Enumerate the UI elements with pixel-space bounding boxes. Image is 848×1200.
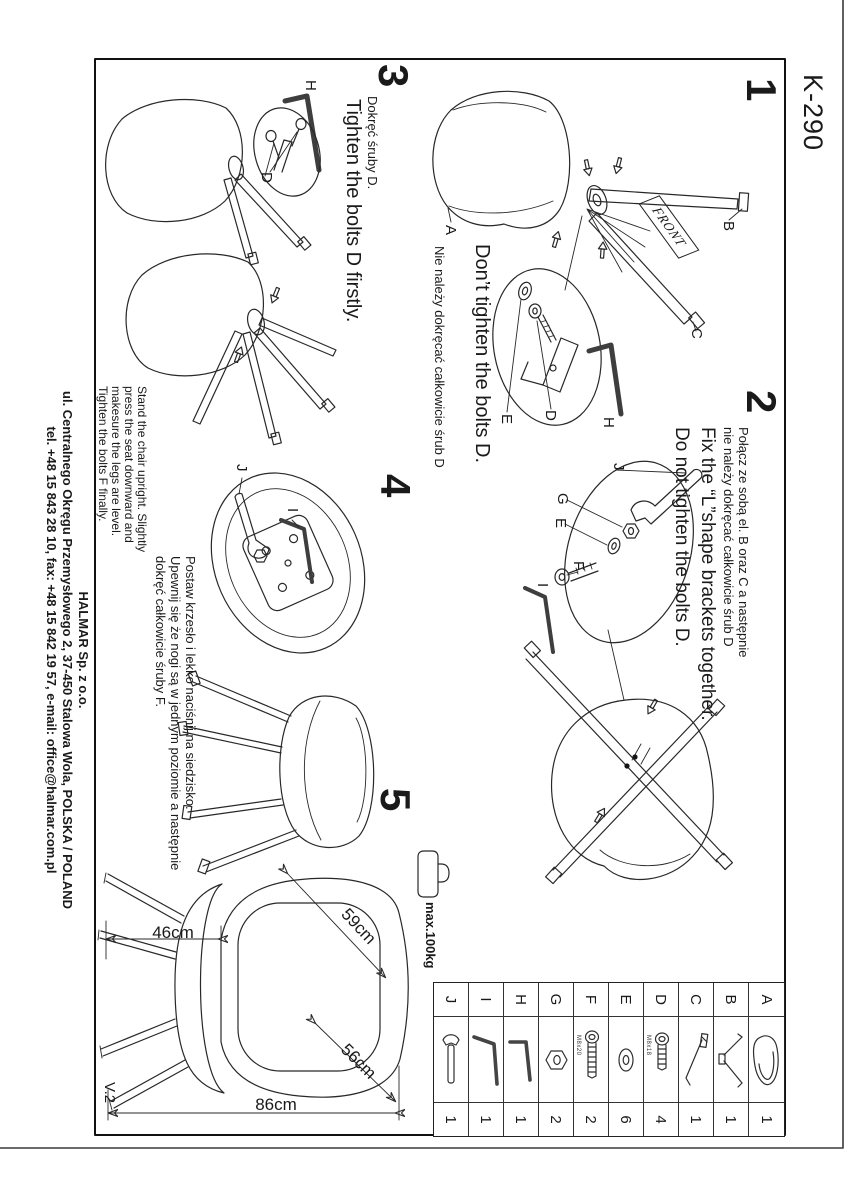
bolt-size-label: M8x18 [645,1035,651,1056]
step1-caption-en: Don’t tighten the bolts D. [471,244,493,464]
part-qty: 1 [434,1102,468,1136]
part-qty: 1 [749,1102,784,1136]
weight-icon [418,851,449,897]
step4-drawing [178,448,392,874]
part-qty: 1 [679,1102,713,1136]
table-row-c [679,983,714,1136]
label-h-step3: H [302,80,319,91]
label-i-step2: I [534,583,551,588]
step4-caption-pl2: Upewnij się że nogi są w jednym poziomie a następnie [168,556,183,871]
label-b: B [720,221,737,232]
label-d-step1: D [542,410,559,421]
step4-caption-en2: press the seat downward and [122,386,136,543]
step2-caption-pl2: nie należy dokręcać całkowicie śrub D [721,427,736,647]
table-row-g [539,983,574,1136]
step4-caption-pl [153,556,198,870]
step3-number: 3 [370,64,417,88]
part-id: J [434,983,468,1017]
label-e-step2: E [552,518,569,529]
bolt-icon [574,1017,608,1102]
label-e-step1: E [498,414,515,425]
part-qty: 1 [714,1102,748,1136]
step1-number: 1 [738,78,785,102]
table-row-i [469,983,504,1136]
table-row-d [644,983,679,1136]
table-row-a [749,983,784,1136]
part-id: I [469,983,503,1017]
step4-number: 4 [372,474,419,498]
step4-caption-en4: Tighten the bolts F finally. [96,386,110,522]
table-row-e [609,983,644,1136]
label-j-step2: J [610,463,627,471]
step5-number: 5 [372,788,419,812]
part-id: H [504,983,538,1017]
label-i-step4: I [284,508,301,513]
max-load-label: max.100kg [423,902,438,969]
bolt-size-label: M8x20 [575,1035,581,1056]
parts-table [433,982,785,1137]
washer-icon [609,1017,643,1102]
part-qty: 2 [574,1102,608,1136]
wrench-icon [434,1017,468,1102]
table-row-b [714,983,749,1136]
part-id: C [679,983,713,1017]
step3-caption-en: Tighten the bolts D firstly. [342,99,364,323]
part-id: G [539,983,573,1017]
footer-address: ul. Centralnego Okręgu Przemysłowego 2, 37-450 Stalowa Wola, POLSKA / POLAND [60,391,75,909]
step4-caption-en [96,386,148,552]
label-h-step1: H [600,417,617,428]
allen-key-icon [504,1017,538,1102]
step2-number: 2 [738,390,785,414]
part-qty: 1 [504,1102,538,1136]
part-id: B [714,983,748,1017]
step2-caption-en2: Do not tighten the bolts D. [671,427,692,647]
leg-bracket-icon [679,1017,713,1102]
part-id: E [609,983,643,1017]
part-qty: 1 [469,1102,503,1136]
step4-caption-en3: makesure the legs are level. [109,386,123,537]
label-f-step2: F [570,561,587,571]
step4-caption-pl3: dokręć całkowicie śruby F. [153,556,168,707]
part-id: F [574,983,608,1017]
part-id: D [644,983,678,1017]
dim-seat-width: 46cm [152,923,194,942]
step3-caption-pl: Dokręć śruby D. [365,96,380,190]
footer-contact: tel. +48 15 843 28 10, fax: +48 15 842 19 57, e-mail: office@halmar.com.pl [44,426,59,874]
seat-icon [749,1017,784,1102]
part-qty: 2 [539,1102,573,1136]
label-g-step2: G [554,493,571,505]
label-a: A [442,225,459,236]
label-d-step3: D [258,172,275,183]
page-title: K-290 [798,74,828,152]
part-qty: 6 [609,1102,643,1136]
front-label: FRONT [639,195,700,259]
dim-back-width: 56cm [337,1039,381,1083]
version-label: V.2 [101,1082,118,1104]
table-row-j [434,983,469,1136]
step1-detail-drawing [480,259,621,434]
step2-caption-en1: Fix the “L”shape brackets together. [697,427,718,721]
part-qty: 4 [644,1102,678,1136]
step5-drawing [98,851,449,1120]
dim-seat-depth: 59cm [337,904,380,949]
table-row-h [504,983,539,1136]
allen-key-icon [469,1017,503,1102]
step1-caption-pl: Nie należy dokręcać całkowicie śrub D [432,246,447,468]
dim-height: 86cm [255,1095,297,1114]
legs-icon [714,1017,748,1102]
footer-company: HALMAR Sp. z o.o. [76,591,91,709]
step4-caption-en1: Stand the chair upright. Slightly [135,386,149,553]
step2-caption-pl1: Połącz ze sobą el. B oraz C a następnie [736,427,751,658]
bolt-icon [644,1017,678,1102]
label-c: C [688,328,705,339]
nut-icon [539,1017,573,1102]
table-row-f [574,983,609,1136]
part-id: A [749,983,784,1017]
step4-caption-pl1: Postaw krzesło i lekko naciśnij na siedzisko. [183,556,198,810]
label-j-step4: J [233,464,250,472]
footer [43,200,91,1100]
